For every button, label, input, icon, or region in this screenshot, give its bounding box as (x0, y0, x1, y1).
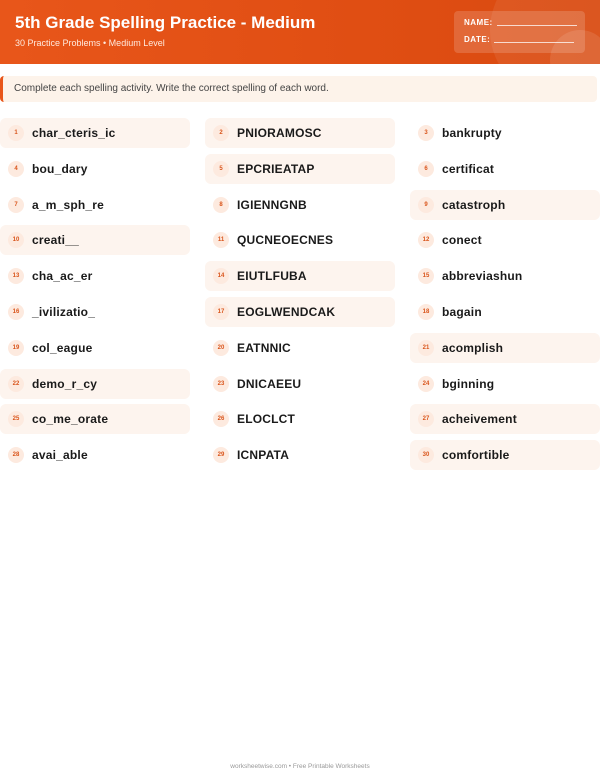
problem-item (0, 297, 190, 327)
name-label: NAME: (464, 18, 493, 27)
problem-item (205, 118, 395, 148)
problem-item (410, 118, 600, 148)
problem-word: QUCNEOECNES (237, 233, 334, 248)
problem-word: PNIORAMOSC (237, 126, 322, 140)
problem-word: EPCRIEATAP (237, 161, 315, 176)
problem-item (205, 190, 395, 220)
date-line[interactable] (494, 42, 574, 43)
problem-item (410, 369, 600, 399)
problem-word: cha_ac_er (32, 269, 93, 284)
worksheet-title: 5th Grade Spelling Practice - Medium (15, 13, 316, 32)
problem-number-badge: 11 (213, 232, 229, 248)
problem-item (0, 440, 190, 470)
problem-item (410, 154, 600, 184)
problem-number-badge: 5 (213, 161, 229, 177)
problem-item (205, 297, 395, 327)
problem-number-badge: 24 (418, 376, 434, 392)
problem-item (205, 369, 395, 399)
problem-number-badge: 2 (213, 125, 229, 141)
problem-item (205, 261, 395, 291)
problem-number-badge: 18 (418, 304, 434, 320)
problem-number-badge: 20 (213, 340, 229, 356)
problem-word: bagain (442, 305, 482, 319)
problem-number-badge: 9 (418, 197, 434, 213)
problem-item (0, 190, 190, 220)
problem-number-badge: 21 (418, 340, 434, 356)
problem-number-badge: 4 (8, 161, 24, 177)
problem-word: IGIENNGNB (237, 197, 307, 212)
problem-word: bou_dary (32, 161, 88, 176)
problem-item (0, 369, 190, 399)
problem-item (0, 333, 190, 363)
problem-item (205, 440, 395, 470)
problem-number-badge: 3 (418, 125, 434, 141)
worksheet-header (0, 0, 600, 64)
problem-number-badge: 19 (8, 340, 24, 356)
problem-item (410, 404, 600, 434)
problem-word: EIUTLFUBA (237, 269, 307, 284)
problem-number-badge: 28 (8, 447, 24, 463)
problem-number-badge: 26 (213, 411, 229, 427)
problem-item (205, 154, 395, 184)
problem-word: EATNNIC (237, 340, 291, 355)
problem-word: ELOCLCT (237, 412, 296, 427)
problem-number-badge: 27 (418, 411, 434, 427)
problem-word: a_m_sph_re (32, 197, 105, 212)
problem-word: bankrupty (442, 126, 502, 140)
problem-word: abbreviashun (442, 269, 523, 284)
problem-word: acheivement (442, 412, 517, 427)
problem-word: comfortible (442, 448, 510, 463)
problem-word: conect (442, 233, 482, 248)
problem-item (0, 118, 190, 148)
problem-number-badge: 6 (418, 161, 434, 177)
problem-number-badge: 23 (213, 376, 229, 392)
problem-number-badge: 29 (213, 447, 229, 463)
problem-number-badge: 16 (8, 304, 24, 320)
problem-word: col_eague (32, 340, 93, 355)
problem-item (410, 261, 600, 291)
footer-text: worksheetwise.com • Free Printable Worksheets (230, 763, 370, 770)
date-row (464, 35, 574, 44)
problem-word: catastroph (442, 197, 506, 212)
problem-word: _ivilizatio_ (32, 305, 96, 319)
problem-number-badge: 8 (213, 197, 229, 213)
problem-number-badge: 1 (8, 125, 24, 141)
problem-item (410, 225, 600, 255)
problem-word: certificat (442, 161, 495, 176)
problem-item (410, 190, 600, 220)
date-label: DATE: (464, 35, 491, 44)
problem-number-badge: 13 (8, 268, 24, 284)
instructions-banner: Complete each spelling activity. Write the correct spelling of each word. (0, 76, 597, 102)
problem-number-badge: 14 (213, 268, 229, 284)
problem-word: acomplish (442, 340, 504, 355)
problem-item (410, 297, 600, 327)
name-date-box (454, 11, 585, 53)
problem-word: avai_able (32, 448, 88, 463)
problem-item (410, 440, 600, 470)
problem-number-badge: 12 (418, 232, 434, 248)
problem-item (205, 404, 395, 434)
problem-number-badge: 7 (8, 197, 24, 213)
problem-word: co_me_orate (32, 412, 109, 427)
problem-item (205, 225, 395, 255)
problem-number-badge: 17 (213, 304, 229, 320)
name-row (464, 18, 577, 27)
problem-number-badge: 25 (8, 411, 24, 427)
problem-word: EOGLWENDCAK (237, 305, 336, 319)
problem-word: char_cteris_ic (32, 126, 116, 140)
worksheet-subtitle: 30 Practice Problems • Medium Level (15, 38, 165, 48)
name-line[interactable] (497, 25, 577, 26)
problem-number-badge: 15 (418, 268, 434, 284)
problem-item (205, 333, 395, 363)
problem-word: bginning (442, 376, 495, 391)
problem-number-badge: 22 (8, 376, 24, 392)
problem-item (0, 404, 190, 434)
problem-number-badge: 30 (418, 447, 434, 463)
problem-item (0, 225, 190, 255)
problem-word: ICNPATA (237, 448, 290, 463)
problem-word: demo_r_cy (32, 376, 98, 391)
problem-word: DNICAEEU (237, 376, 302, 391)
problem-number-badge: 10 (8, 232, 24, 248)
problem-item (0, 154, 190, 184)
problem-item (410, 333, 600, 363)
problem-item (0, 261, 190, 291)
problem-word: creati__ (32, 233, 79, 248)
